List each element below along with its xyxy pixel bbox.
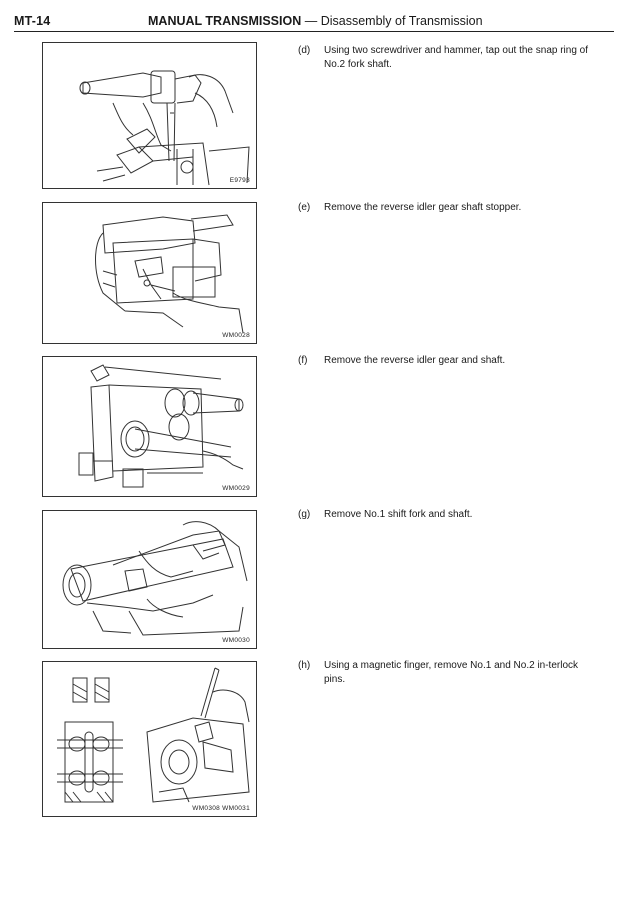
figure-code: WM0028 — [222, 332, 250, 339]
header-title — [148, 14, 483, 28]
figure-interlock-pins — [42, 661, 257, 817]
section-subtitle: Disassembly of Transmission — [320, 14, 483, 28]
step-letter: (d) — [298, 45, 311, 56]
step-letter: (e) — [298, 202, 311, 213]
step-text: Using a magnetic finger, remove No.1 and No.2 in-terlock pins. — [324, 660, 579, 685]
step-letter: (h) — [298, 660, 311, 671]
figure-code: WM0030 — [222, 637, 250, 644]
step-letter: (g) — [298, 509, 311, 520]
figure-code: E9793 — [229, 177, 250, 184]
page-header — [14, 14, 614, 34]
illustration-interlock-pins — [43, 662, 256, 816]
step-letter: (f) — [298, 355, 308, 366]
figure-idler-gear — [42, 356, 257, 497]
figure-snap-ring-removal — [42, 42, 257, 189]
step-text: Remove the reverse idler gear and shaft. — [324, 355, 506, 366]
figure-code: WM0308 WM0031 — [192, 805, 250, 812]
illustration-idler-gear — [43, 357, 256, 496]
section-title: MANUAL TRANSMISSION — [148, 14, 302, 28]
figure-shift-fork — [42, 510, 257, 649]
title-separator: — — [301, 14, 321, 28]
step-text: Using two screwdriver and hammer, tap out the snap ring of No.2 fork shaft. — [324, 45, 589, 70]
page-code: MT-14 — [14, 14, 51, 28]
illustration-shift-fork — [43, 511, 256, 648]
illustration-shaft-stopper — [43, 203, 256, 343]
figure-shaft-stopper — [42, 202, 257, 344]
illustration-snap-ring-removal — [43, 43, 256, 188]
step-text: Remove No.1 shift fork and shaft. — [324, 509, 473, 520]
step-text: Remove the reverse idler gear shaft stopper. — [324, 202, 522, 213]
header-rule — [14, 31, 614, 32]
figure-code: WM0029 — [222, 485, 250, 492]
